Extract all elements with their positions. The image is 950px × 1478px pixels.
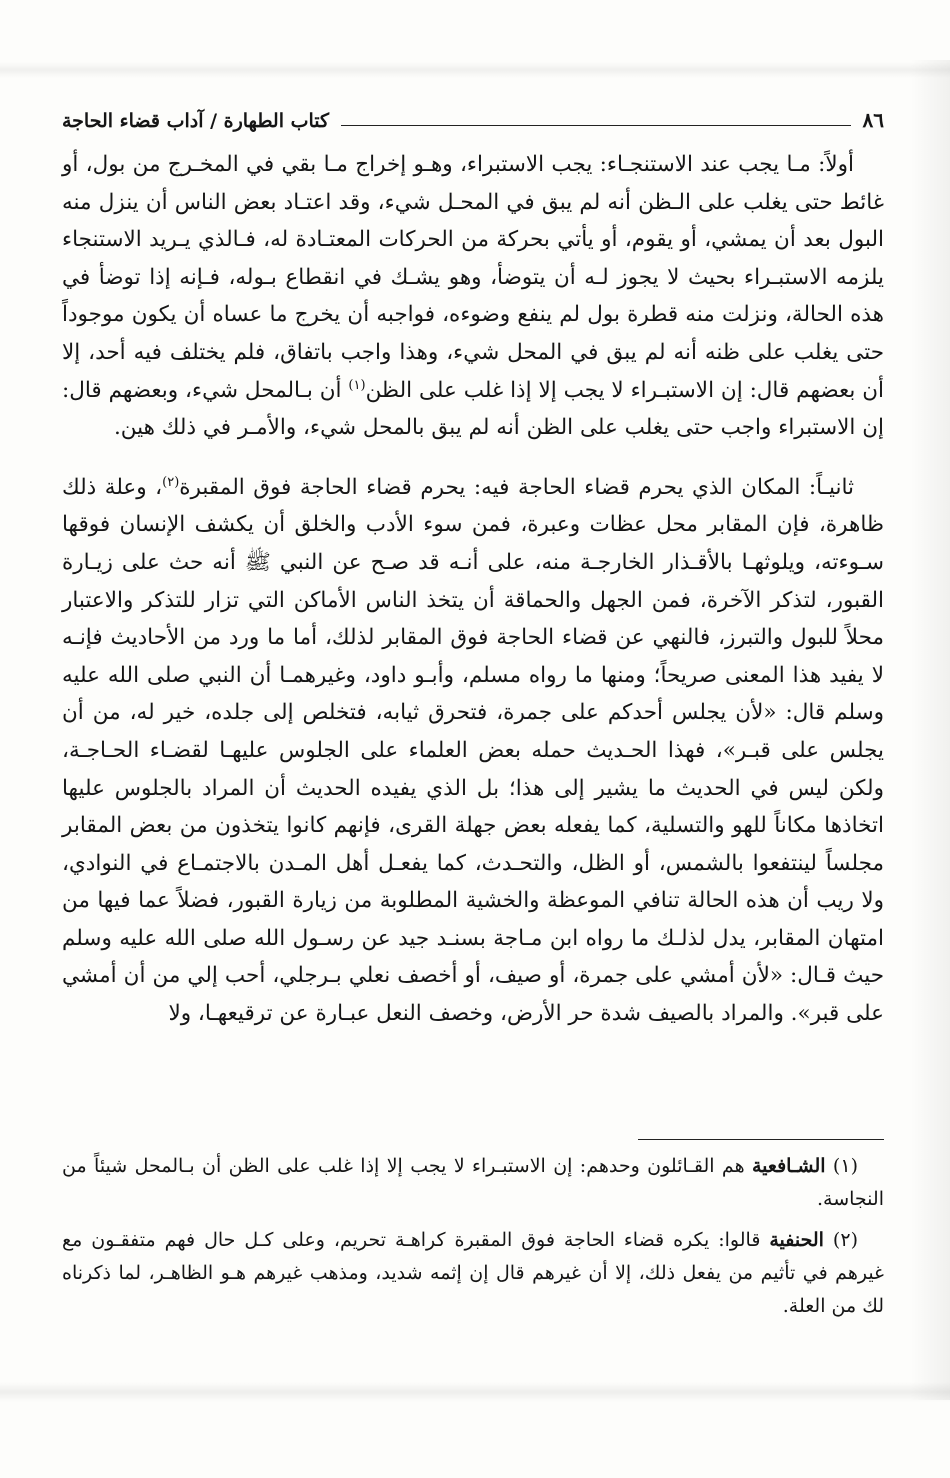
footnote-2-term: الحنفية: [769, 1229, 824, 1251]
page-number: ٨٦: [862, 108, 884, 132]
footnote-separator: [638, 1139, 884, 1140]
footnote-ref-2: (٢): [162, 474, 180, 490]
paragraph-istibra: [62, 146, 884, 447]
footnote-2-number: (٢): [832, 1229, 858, 1251]
footnote-2-text: قالوا: يكره قضاء الحاجة فوق المقبرة كراهـة تحريم، وعلى كـل حال فهم متفقـون مع غيرهم في تأثيم من يفعل ذلك، إلا أن غيرهم قال إن إثمه شديد، ومذهب غيرهم هـو الظاهـر، لما ذكرناه لك من العلة.: [62, 1229, 884, 1317]
header-title: كتاب الطهارة / آداب قضاء الحاجة: [62, 110, 330, 132]
paragraph-istibra-text-b: أن بـالمحل شيء، وبعضهم قال: إن الاستبراء واجب حتى يغلب على الظن أنه لم يبق بالمحل شيء، والأمـر في ذلك هين.: [62, 377, 884, 441]
paragraph-maqbara-text-a: ثانيـاً: المكان الذي يحرم قضاء الحاجة فيه: يحرم قضاء الحاجة فوق المقبرة: [179, 474, 854, 500]
main-text: [62, 146, 884, 1033]
paragraph-maqbara-text-b: ، وعلة ذلك ظاهرة، فإن المقابر محل عظات وعبرة، فمن سوء الأدب والخلق أن يكشف الإنسان فوقها سـوءته، ويلوثهـا بالأقـذار الخارجـة منه، على أنـه قد صـح عن النبي ﷺ أنه حث على زيـارة القبور، لتذكر الآخرة، فمن الجهل والحماقة أن يتخذ الناس الأماكن التي تزار للتذكر والاعتبار محلاً للبول والتبرز، فالنهي عن قضاء الحاجة فوق المقابر لذلك، أما ما ورد من الأحاديث فإنـه لا يفيد هذا المعنى صريحاً؛ ومنها ما رواه مسلم، وأبـو داود، وغيرهمـا أن النبي صلى الله عليه وسلم قال: «لأن يجلس أحدكم على جمرة، فتحرق ثيابه، فتخلص إلى جلده، خير له، من أن يجلس على قبـر»، فهذا الحـديث حمله بعض العلماء على الجلوس عليهـا لقضـاء الحـاجـة، ولكن ليس في الحديث ما يشير إلى هذا؛ بل الذي يفيده الحديث أن المراد بالجلوس عليها اتخاذها مكاناً للهو والتسلية، كما يفعله بعض جهلة القرى، فإنهم كانوا يتخذون من بعض المقابر مجلساً لينتفعوا بالشمس، أو الظل، والتحـدث، كما يفعـل أهل المـدن بالاجتمـاع في النوادي، ولا ريب أن هذه الحالة تنافي الموعظة والخشية المطلوبة من زيارة القبور، فضلاً عما فيها من امتهان المقابر، يدل لذلـك ما رواه ابن مـاجة بسنـد جيد عن رسـول الله صلى الله عليه وسلم حيث قـال: «لأن أمشي على جمرة، أو صيف، أو أخصف نعلي بـرجلي، أحب إلي من أن أمشي على قبر». والمراد بالصيف شدة حر الأرض، وخصف النعل عبـارة عن ترقيعهـا، ولا: [62, 474, 884, 1027]
running-header: [62, 104, 884, 132]
scan-shadow-top: [0, 62, 950, 78]
footnote-1-term: الشـافعية: [751, 1155, 826, 1177]
footnote-1: [62, 1150, 884, 1216]
scan-shadow-right: [910, 60, 950, 1400]
footnotes: [62, 1150, 884, 1323]
footnote-1-number: (١): [832, 1155, 858, 1177]
paragraph-maqbara: [62, 469, 884, 1033]
footnote-ref-1: (١): [348, 377, 366, 393]
footnote-2: [62, 1224, 884, 1323]
header-rule: [341, 125, 850, 126]
footnote-1-text: هم القـائلون وحدهم: إن الاستبـراء لا يجب إلا إذا غلب على الظن أن بـالمحل شيئاً من النجاسة.: [62, 1155, 884, 1210]
scan-shadow-bottom: [0, 1382, 950, 1402]
paragraph-istibra-text-a: أولاً: مـا يجب عند الاستنجـاء: يجب الاستبراء، وهـو إخراج مـا بقي في المخـرج من بول، أو غائط حتى يغلب على الـظن أنه لم يبق في المحـل شيء، وقد اعتـاد بعض الناس أن ينزل منه البول بعد أن يمشي، أو يقوم، أو يأتي بحركة من الحركات المعتـادة له، فـالذي يـريد الاستنجاء يلزمه الاستبـراء بحيث لا يجوز لـه أن يتوضأ، وهو يشـك في انقطاع بـوله، فـإنه إذا توضأ في هذه الحالة، ونزلت منه قطرة بول لم ينفع وضوءه، فواجبه أن يخرج ما عساه أن يكون موجوداً حتى يغلب على ظنه أنه لم يبق في المحل شيء، وهذا واجب باتفاق، فلم يختلف فيه أحد، إلا أن بعضهم قال: إن الاستبـراء لا يجب إلا إذا غلب على الظن: [62, 152, 884, 403]
